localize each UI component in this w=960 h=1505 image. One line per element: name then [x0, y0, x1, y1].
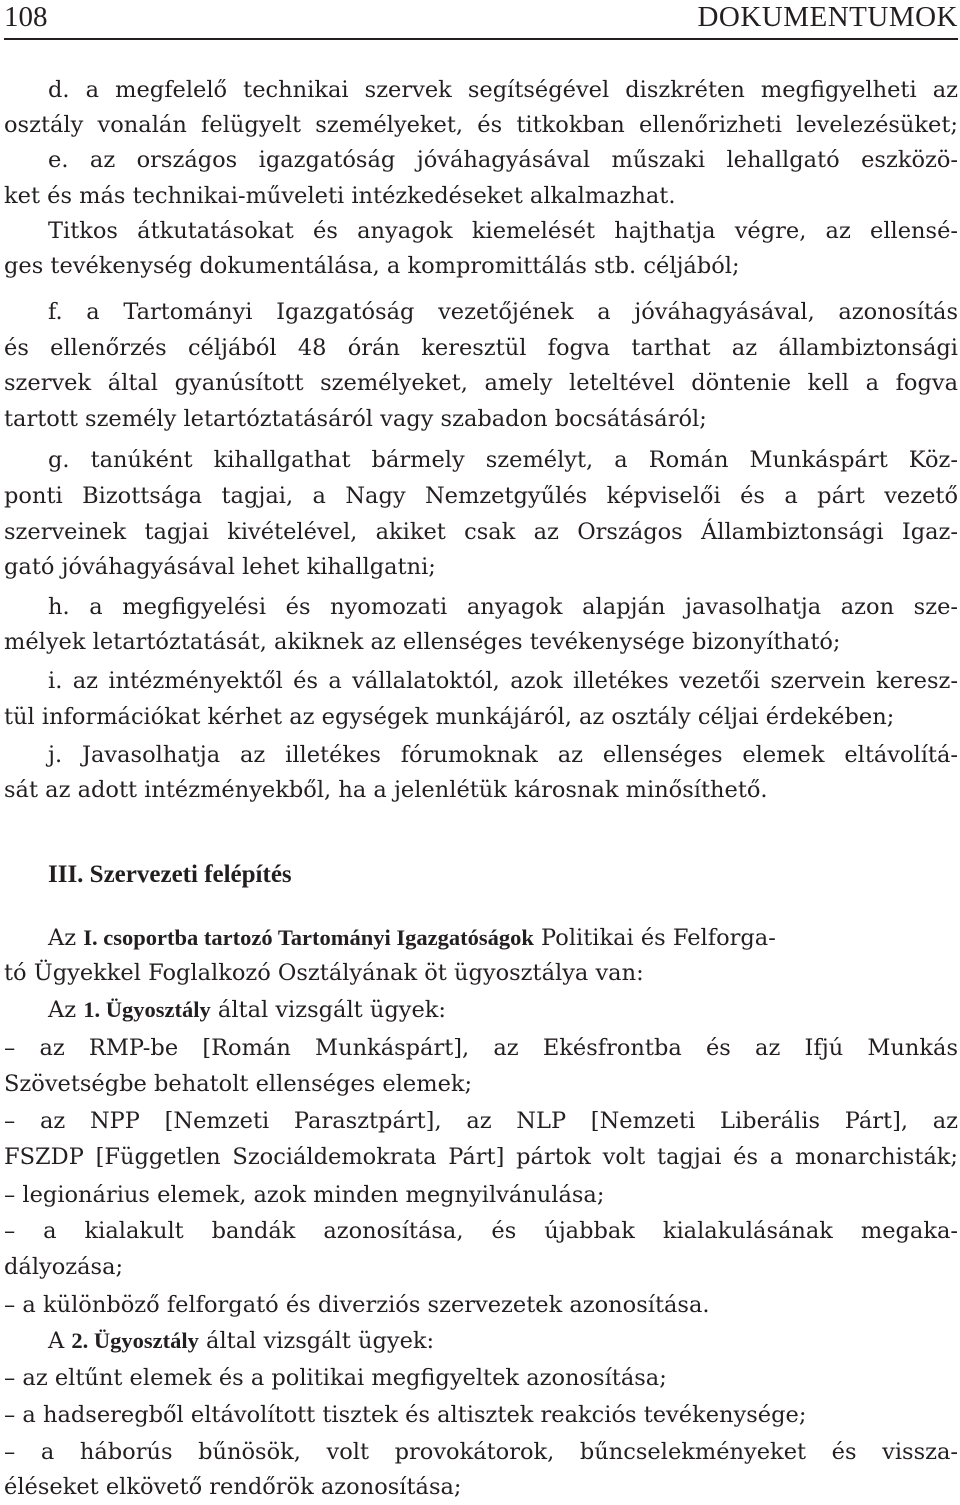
list-item: dályozása;: [4, 1254, 124, 1280]
text-line: tül információkat kérhet az egységek munkájáról, az osztály céljai érdekében;: [4, 704, 895, 730]
running-title: DOKUMENTUMOK: [697, 1, 958, 33]
list-item: – az eltűnt elemek és a politikai megfigyeltek azonosítása;: [4, 1365, 667, 1391]
text-line: i. az intézményektől és a vállalatoktól, azok illetékes vezetői szervein keresz-: [48, 668, 958, 694]
text-line: ponti Bizottsága tagjai, a Nagy Nemzetgyűlés képviselői és a párt vezető: [4, 483, 958, 509]
list-item: – a különböző felforgató és diverziós szervezetek azonosítása.: [4, 1292, 710, 1318]
dept-name: 1. Ügyosztály: [83, 997, 211, 1022]
text-line: és ellenőrzés céljából 48 órán keresztül fogva tarthat az állambiztonsági: [4, 335, 958, 361]
section-heading: III. Szervezeti felépítés: [48, 861, 292, 888]
text-line: szervek által gyanúsított személyeket, amely leteltével döntenie kell a fogva: [4, 370, 958, 396]
list-item: – az RMP-be [Román Munkáspárt], az Ekésfrontba és az Ifjú Munkás: [4, 1035, 958, 1061]
text-line: Titkos átkutatásokat és anyagok kiemelését hajthatja végre, az ellensé-: [48, 218, 958, 244]
dept-suffix: által vizsgált ügyek:: [210, 997, 446, 1023]
text-line: osztály vonalán felügyelt személyeket, és titkokban ellenőrizheti levelezésüket;: [4, 112, 958, 138]
dept-prefix: Az: [48, 997, 84, 1023]
header-rule: [4, 38, 958, 40]
list-item: – a kialakult bandák azonosítása, és újabbak kialakulásának megaka-: [4, 1218, 958, 1244]
text-line: h. a megfigyelési és nyomozati anyagok alapján javasolhatja azon sze-: [48, 594, 958, 620]
text-line: g. tanúként kihallgathat bármely személyt, a Román Munkáspárt Köz-: [48, 447, 958, 473]
page-number: 108: [4, 1, 48, 33]
text-line: szerveinek tagjai kivételével, akiket csak az Országos Állambiztonsági Igaz-: [4, 519, 958, 545]
list-item: – a hadseregből eltávolított tisztek és altisztek reakciós tevékenysége;: [4, 1402, 807, 1428]
intro-line: [48, 921, 958, 955]
text-line: f. a Tartományi Igazgatóság vezetőjének a jóváhagyásával, azonosítás: [48, 299, 958, 325]
intro-text: Politikai és Felforga-: [533, 925, 776, 951]
dept-heading: [48, 993, 958, 1027]
intro-line: tó Ügyekkel Foglalkozó Osztályának öt ügyosztálya van:: [4, 960, 644, 986]
list-item: Szövetségbe behatolt ellenséges elemek;: [4, 1071, 473, 1097]
text-line: d. a megfelelő technikai szervek segítségével diszkréten megfigyelheti az: [48, 77, 958, 103]
list-item: – az NPP [Nemzeti Parasztpárt], az NLP [Nemzeti Liberális Párt], az: [4, 1108, 958, 1134]
text-line: sát az adott intézményekből, ha a jelenlétük károsnak minősíthető.: [4, 777, 768, 803]
text-line: tartott személy letartóztatásáról vagy szabadon bocsátásáról;: [4, 406, 707, 432]
list-item: éléseket elkövető rendőrök azonosítása;: [4, 1474, 462, 1500]
text-line: j. Javasolhatja az illetékes fórumoknak az ellenséges elemek eltávolítá-: [48, 742, 958, 768]
dept-heading: [48, 1324, 958, 1358]
list-item: – legionárius elemek, azok minden megnyilvánulása;: [4, 1182, 605, 1208]
list-item: FSZDP [Független Szociáldemokrata Párt] pártok volt tagjai és a monarchisták;: [4, 1144, 958, 1170]
intro-bold: I. csoportba tartozó Tartományi Igazgatóságok: [83, 925, 534, 950]
dept-prefix: A: [48, 1328, 72, 1354]
text-line: gató jóváhagyásával lehet kihallgatni;: [4, 554, 436, 580]
text-line: e. az országos igazgatóság jóváhagyásával műszaki lehallgató eszközö-: [48, 147, 958, 173]
text-line: ges tevékenység dokumentálása, a kompromittálás stb. céljából;: [4, 253, 740, 279]
page-header: [4, 0, 958, 34]
dept-name: 2. Ügyosztály: [71, 1328, 199, 1353]
intro-text: Az: [48, 925, 84, 951]
dept-suffix: által vizsgált ügyek:: [198, 1328, 435, 1354]
text-line: mélyek letartóztatását, akiknek az ellenséges tevékenysége bizonyítható;: [4, 629, 841, 655]
list-item: – a háborús bűnösök, volt provokátorok, bűncselekményeket és vissza-: [4, 1439, 958, 1465]
text-line: ket és más technikai-műveleti intézkedéseket alkalmazhat.: [4, 183, 676, 209]
